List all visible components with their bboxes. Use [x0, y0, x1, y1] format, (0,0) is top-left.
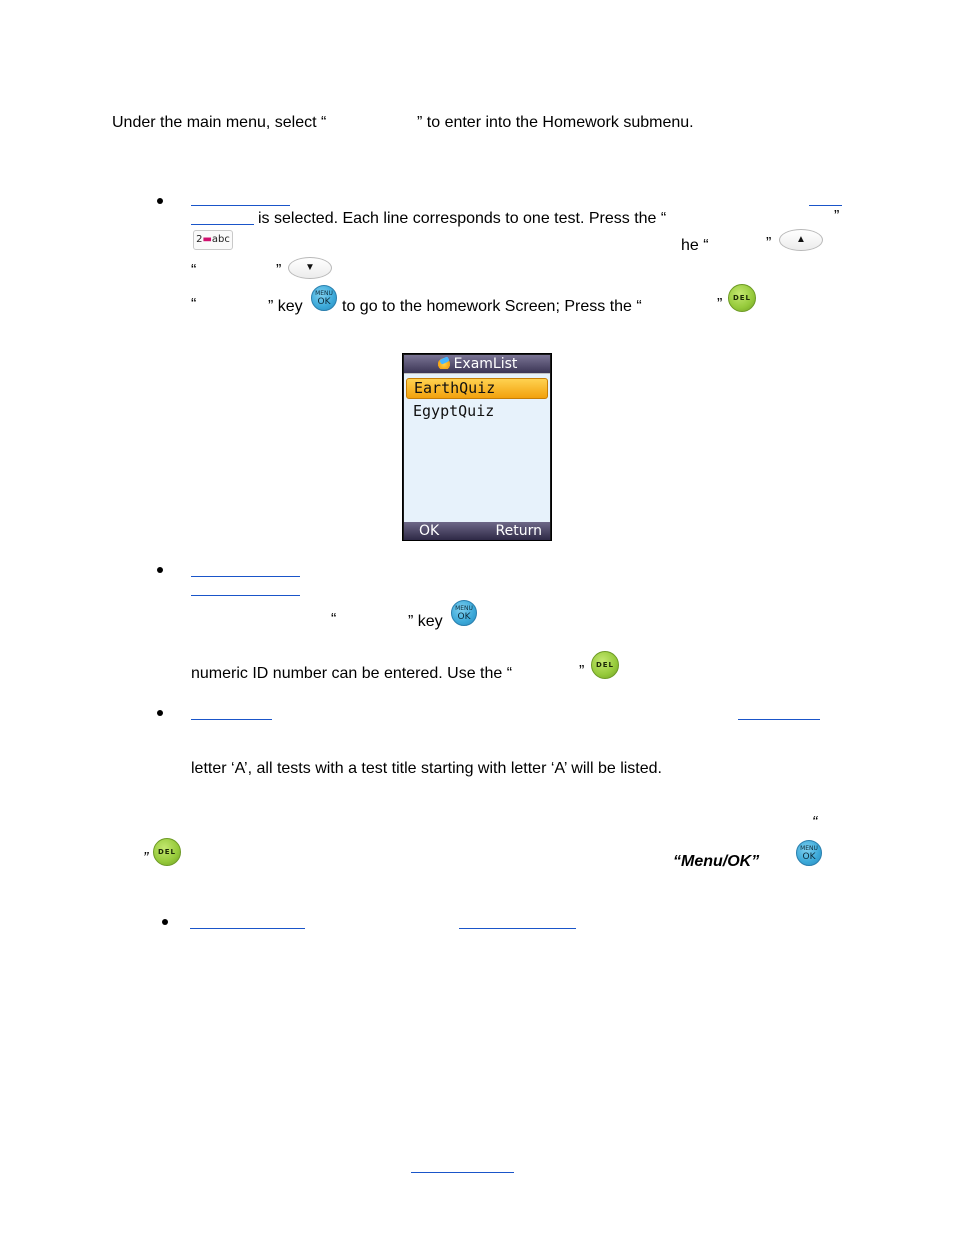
link-1b[interactable]: [809, 205, 842, 206]
link-1a[interactable]: [191, 205, 290, 206]
section1-line4-open: “: [191, 262, 197, 279]
del-key-icon: DEL: [153, 838, 181, 866]
exam-list-item-selected[interactable]: EarthQuiz: [406, 378, 548, 399]
menu-ok-key-icon: MENU OK: [311, 285, 337, 311]
soft-key-bar: [404, 522, 550, 540]
phone-title: ExamList: [453, 356, 518, 372]
softkey-ok[interactable]: OK: [419, 523, 440, 539]
menu-ok-key-icon: MENU OK: [796, 840, 822, 866]
section2-line3-open: “: [331, 611, 337, 628]
bullet-1: [157, 198, 163, 204]
section1-line5-close: ”: [717, 296, 723, 313]
section1-line5-key: ” key: [268, 298, 303, 315]
section1-line2: is selected. Each line corresponds to one test. Press the “: [258, 210, 667, 227]
link-3b[interactable]: [738, 719, 820, 720]
section1-line5-mid: to go to the homework Screen; Press the “: [342, 298, 642, 315]
menu-ok-label: “Menu/OK”: [673, 853, 760, 870]
exam-list-item[interactable]: EgyptQuiz: [413, 402, 495, 420]
bullet-3: [157, 710, 163, 716]
softkey-return[interactable]: Return: [495, 523, 542, 539]
section2-line3-key: ” key: [408, 613, 443, 630]
link-4b[interactable]: [459, 928, 576, 929]
menu-ok-key-icon: MENU OK: [451, 600, 477, 626]
section4-open-quote: “: [812, 814, 818, 831]
section2-line4-close: ”: [579, 663, 585, 680]
link-2b[interactable]: [191, 595, 300, 596]
section3-line3: letter ‘A’, all tests with a test title starting with letter ‘A’ will be listed.: [191, 760, 662, 777]
link-1c[interactable]: [191, 224, 254, 225]
footer-link[interactable]: [411, 1172, 514, 1173]
number-2-key-icon: 2▬abc: [193, 230, 233, 250]
bullet-2: [157, 567, 163, 573]
down-arrow-key-icon: ▼: [288, 257, 332, 279]
del-key-icon: DEL: [728, 284, 756, 312]
section1-line4-close: ”: [276, 262, 282, 279]
section1-line3-close: ”: [766, 235, 772, 252]
link-2a[interactable]: [191, 576, 300, 577]
section2-line4: numeric ID number can be entered. Use the “: [191, 665, 513, 682]
phone-screen: [402, 353, 552, 541]
section1-line3: he “: [681, 237, 709, 254]
exam-list: [404, 373, 550, 522]
intro-text-start: Under the main menu, select “: [112, 114, 327, 131]
section1-line5-open: “: [191, 296, 197, 313]
homework-icon: [437, 357, 451, 369]
section1-line2-close: ”: [834, 208, 840, 225]
intro-text-end: ” to enter into the Homework submenu.: [417, 114, 694, 131]
link-4a[interactable]: [190, 928, 305, 929]
up-arrow-key-icon: ▲: [779, 229, 823, 251]
del-key-icon: DEL: [591, 651, 619, 679]
phone-title-bar: [404, 355, 550, 373]
bullet-4: [162, 919, 168, 925]
section4-close-quote: ”: [143, 850, 149, 867]
link-3a[interactable]: [191, 719, 272, 720]
